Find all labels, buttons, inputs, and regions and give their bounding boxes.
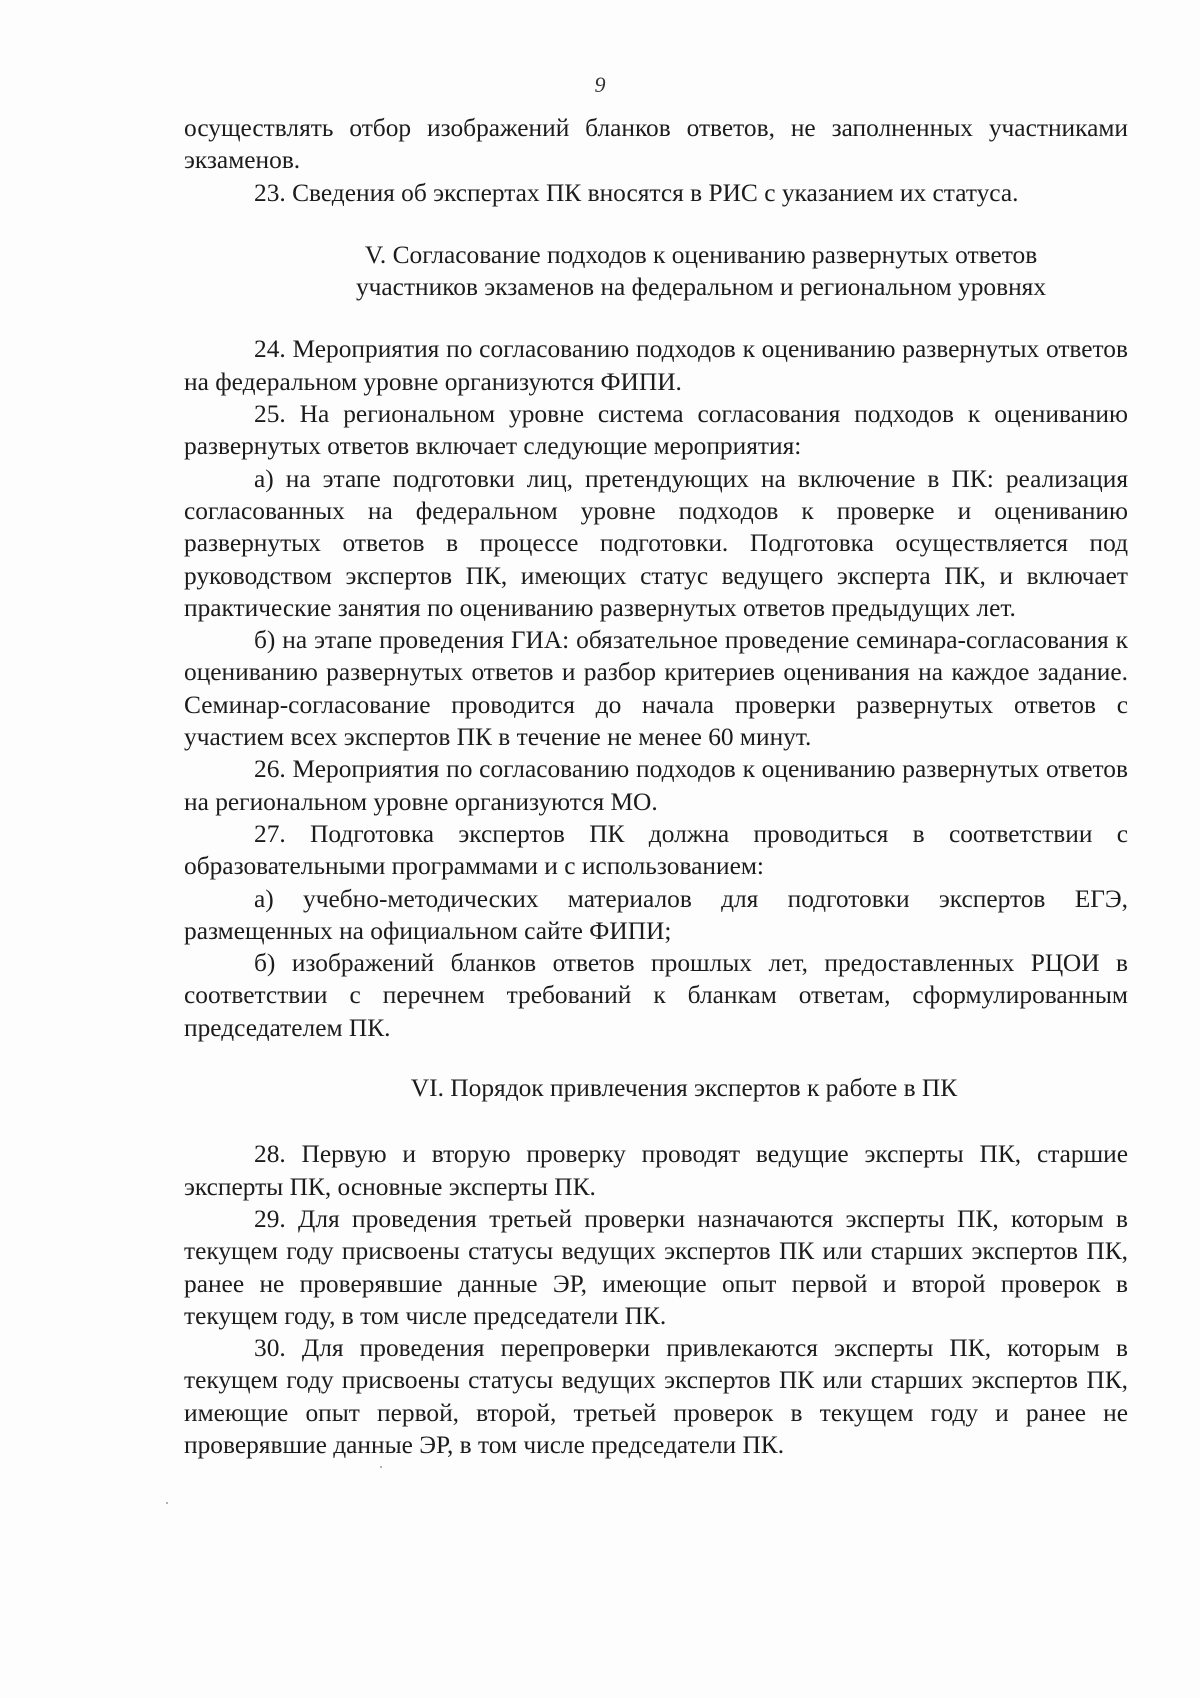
paragraph-23: 23. Сведения об экспертах ПК вносятся в РИС с указанием их статуса. (254, 178, 1019, 207)
paragraph-25b: б) на этапе проведения ГИА: обязательное проведение семинара-согласования к оцениванию развернутых ответов и разбор критериев оценивания на каждое задание. Семинар-согласование проводится до начала проверки развернутых ответов с участием всех экспертов ПК в течение не менее 60 минут. (184, 626, 1128, 752)
section-5-title (184, 239, 1128, 304)
scan-speck (380, 1466, 382, 1468)
paragraph-24: 24. Мероприятия по согласованию подходов к оцениванию развернутых ответов на федеральном уровне организуются ФИПИ. (184, 335, 1128, 396)
scan-speck (166, 1502, 168, 1504)
paragraph-26: 26. Мероприятия по согласованию подходов к оцениванию развернутых ответов на региональном уровне организуются МО. (184, 755, 1128, 816)
document-body (184, 112, 1128, 1461)
section-5-title-line2: участников экзаменов на федеральном и региональном уровнях (355, 273, 1047, 302)
paragraph: осуществлять отбор изображений бланков ответов, не заполненных участниками экзаменов. (184, 114, 1128, 175)
paragraph-25a: а) на этапе подготовки лиц, претендующих на включение в ПК: реализация согласованных на федеральном уровне подходов к проверке и оцениванию развернутых ответов в процессе подготовки. Подготовка осуществляется под руководством экспертов ПК, имеющих статус ведущего эксперта ПК, и включает практические занятия по оцениванию развернутых ответов предыдущих лет. (184, 464, 1128, 622)
paragraph-27b: б) изображений бланков ответов прошлых лет, предоставленных РЦОИ в соответствии с перечнем требований к бланкам ответам, сформулированным председателем ПК. (184, 949, 1128, 1042)
paragraph-29: 29. Для проведения третьей проверки назначаются эксперты ПК, которым в текущем году присвоены статусы ведущих экспертов ПК или старших экспертов ПК, ранее не проверявшие данные ЭР, имеющие опыт первой и второй проверок в текущем году, в том числе председатели ПК. (184, 1204, 1128, 1330)
page-number: 9 (594, 72, 606, 97)
section-5-title-line1: V. Согласование подходов к оцениванию развернутых ответов (364, 240, 1038, 269)
section-6-title: VI. Порядок привлечения экспертов к работе в ПК (410, 1074, 958, 1103)
paragraph-27: 27. Подготовка экспертов ПК должна проводиться в соответствии с образовательными программами и с использованием: (184, 819, 1128, 881)
paragraph-27a: а) учебно-методических материалов для подготовки экспертов ЕГЭ, размещенных на официальном сайте ФИПИ; (184, 884, 1128, 945)
paragraph-30: 30. Для проведения перепроверки привлекаются эксперты ПК, которым в текущем году присвоены статусы ведущих экспертов ПК или старших экспертов ПК, имеющие опыт первой, второй, третьей проверок в текущем году и ранее не проверявшие данные ЭР, в том числе председатели ПК. (184, 1334, 1128, 1459)
paragraph-28: 28. Первую и вторую проверку проводят ведущие эксперты ПК, старшие эксперты ПК, основные эксперты ПК. (184, 1140, 1128, 1201)
paragraph-25: 25. На региональном уровне система согласования подходов к оцениванию развернутых ответов включает следующие мероприятия: (184, 400, 1128, 461)
